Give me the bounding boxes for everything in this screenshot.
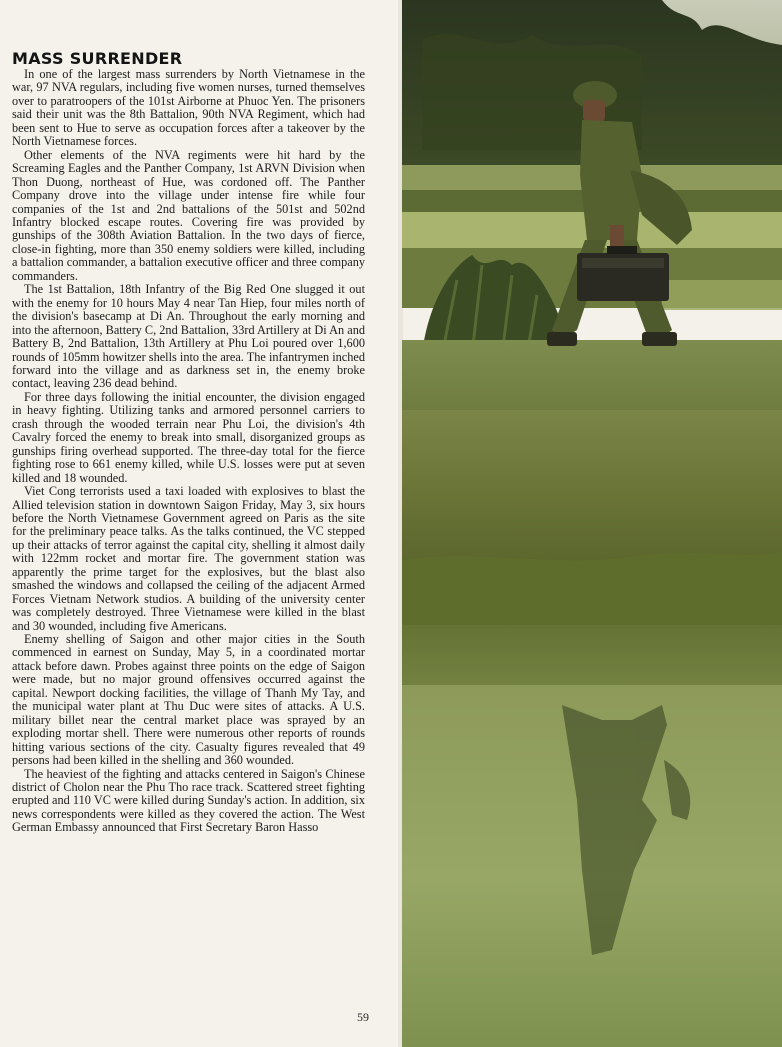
article-paragraph: The heaviest of the fighting and attacks centered in Saigon's Chinese district of Cholon near the Phu Tho race track. Scattered street fighting erupted and 110 VC were killed during Sunday's action. In addition, six news correspondents were killed as they covered the action. The West German Embassy announced that First Secretary Baron Hasso xyxy=(12,766,365,835)
grass-edge xyxy=(402,552,782,630)
dike-path xyxy=(402,340,782,420)
article-headline: MASS SURRENDER xyxy=(12,49,183,68)
page-number: 59 xyxy=(357,1010,369,1024)
article-paragraph: Viet Cong terrorists used a taxi loaded with explosives to blast the Allied television station in downtown Saigon Friday, May 3, six hours before the North Vietnamese Government agreed on Paris as the site for the preliminary peace talks. As the talks continued, the VC stepped up their attacks of terror against the capital city, shelling it almost daily with 122mm rocket and mortar fire. The government station was apparently the prime target for the explosives, but the blast also smashed the windows and collapsed the ceiling of the adjacent Armed Forces Vietnam Network studios. A building of the university center was completely destroyed. Three Vietnamese were killed in the blast and 30 wounded, including five Americans. xyxy=(12,484,365,633)
article-paragraph: Enemy shelling of Saigon and other major cities in the South commenced in earnest on Sunday, May 5, in a coordinated mortar attack before dawn. Probes against three points on the edge of Saigon were made, but no major ground offensives occurred against the capital. Newport docking facilities, the village of Thanh My Tay, and the municipal water plant at Thu Duc were sites of attacks. A U.S. military billet near the central market place was sprayed by an exploding mortar shell. There were numerous other reports of rounds hitting various sections of the city. Casualty figures revealed that 49 persons had been killed in the shelling and 360 wounded. xyxy=(12,632,365,768)
article-paragraph: For three days following the initial encounter, the division engaged in heavy fighting. Utilizing tanks and armored personnel carriers to crash through the wooded terrain near Phu Loi, the division's 4th Cavalry forced the enemy to break into small, disorganized groups as gunships firing overhead supported. The three-day total for the fierce fighting rose to 661 enemy killed, while U.S. losses were put at seven killed and 18 wounded. xyxy=(12,389,365,485)
soldier-rice-paddy-photo xyxy=(402,0,782,1047)
article-paragraph: In one of the largest mass surrenders by North Vietnamese in the war, 97 NVA regulars, including five women nurses, turned themselves over to paratroopers of the 101st Airborne at Phuoc Yen. The prisoners said their unit was the 8th Battalion, 90th NVA Regiment, which had been sent to Hue to serve as occupation forces after a takeover by the North Vietnamese forces. xyxy=(12,67,365,149)
article-body xyxy=(12,68,365,835)
ammo-can xyxy=(577,246,669,301)
article-paragraph: The 1st Battalion, 18th Infantry of the Big Red One slugged it out with the enemy for 10 hours May 4 near Tan Hiep, four miles north of the division's basecamp at Di An. Throughout the early morning and into the afternoon, Battery C, 2nd Battalion, 33rd Artillery at Di An and Battery B, 2nd Battalion, 13th Artillery at Phu Loi poured over 1,600 rounds of 105mm howitzer shells into the area. The infantrymen inched forward into the village and as darkness set in, the enemy broke contact, leaving 236 dead behind. xyxy=(12,282,365,391)
article-paragraph: Other elements of the NVA regiments were hit hard by the Screaming Eagles and the Panther Company, 1st ARVN Division when Thon Duong, northeast of Hue, was cordoned off. The Panther Company drove into the village under intense fire while four companies of the 1st and 2nd battalions of the 501st and 502nd Infantry blocked escape routes. Covering fire was provided by gunships of the 308th Aviation Battalion. In the two days of fierce, close-in fighting, more than 350 enemy soldiers were killed, including a battalion commander, a battalion executive officer and three company commanders. xyxy=(12,147,365,283)
